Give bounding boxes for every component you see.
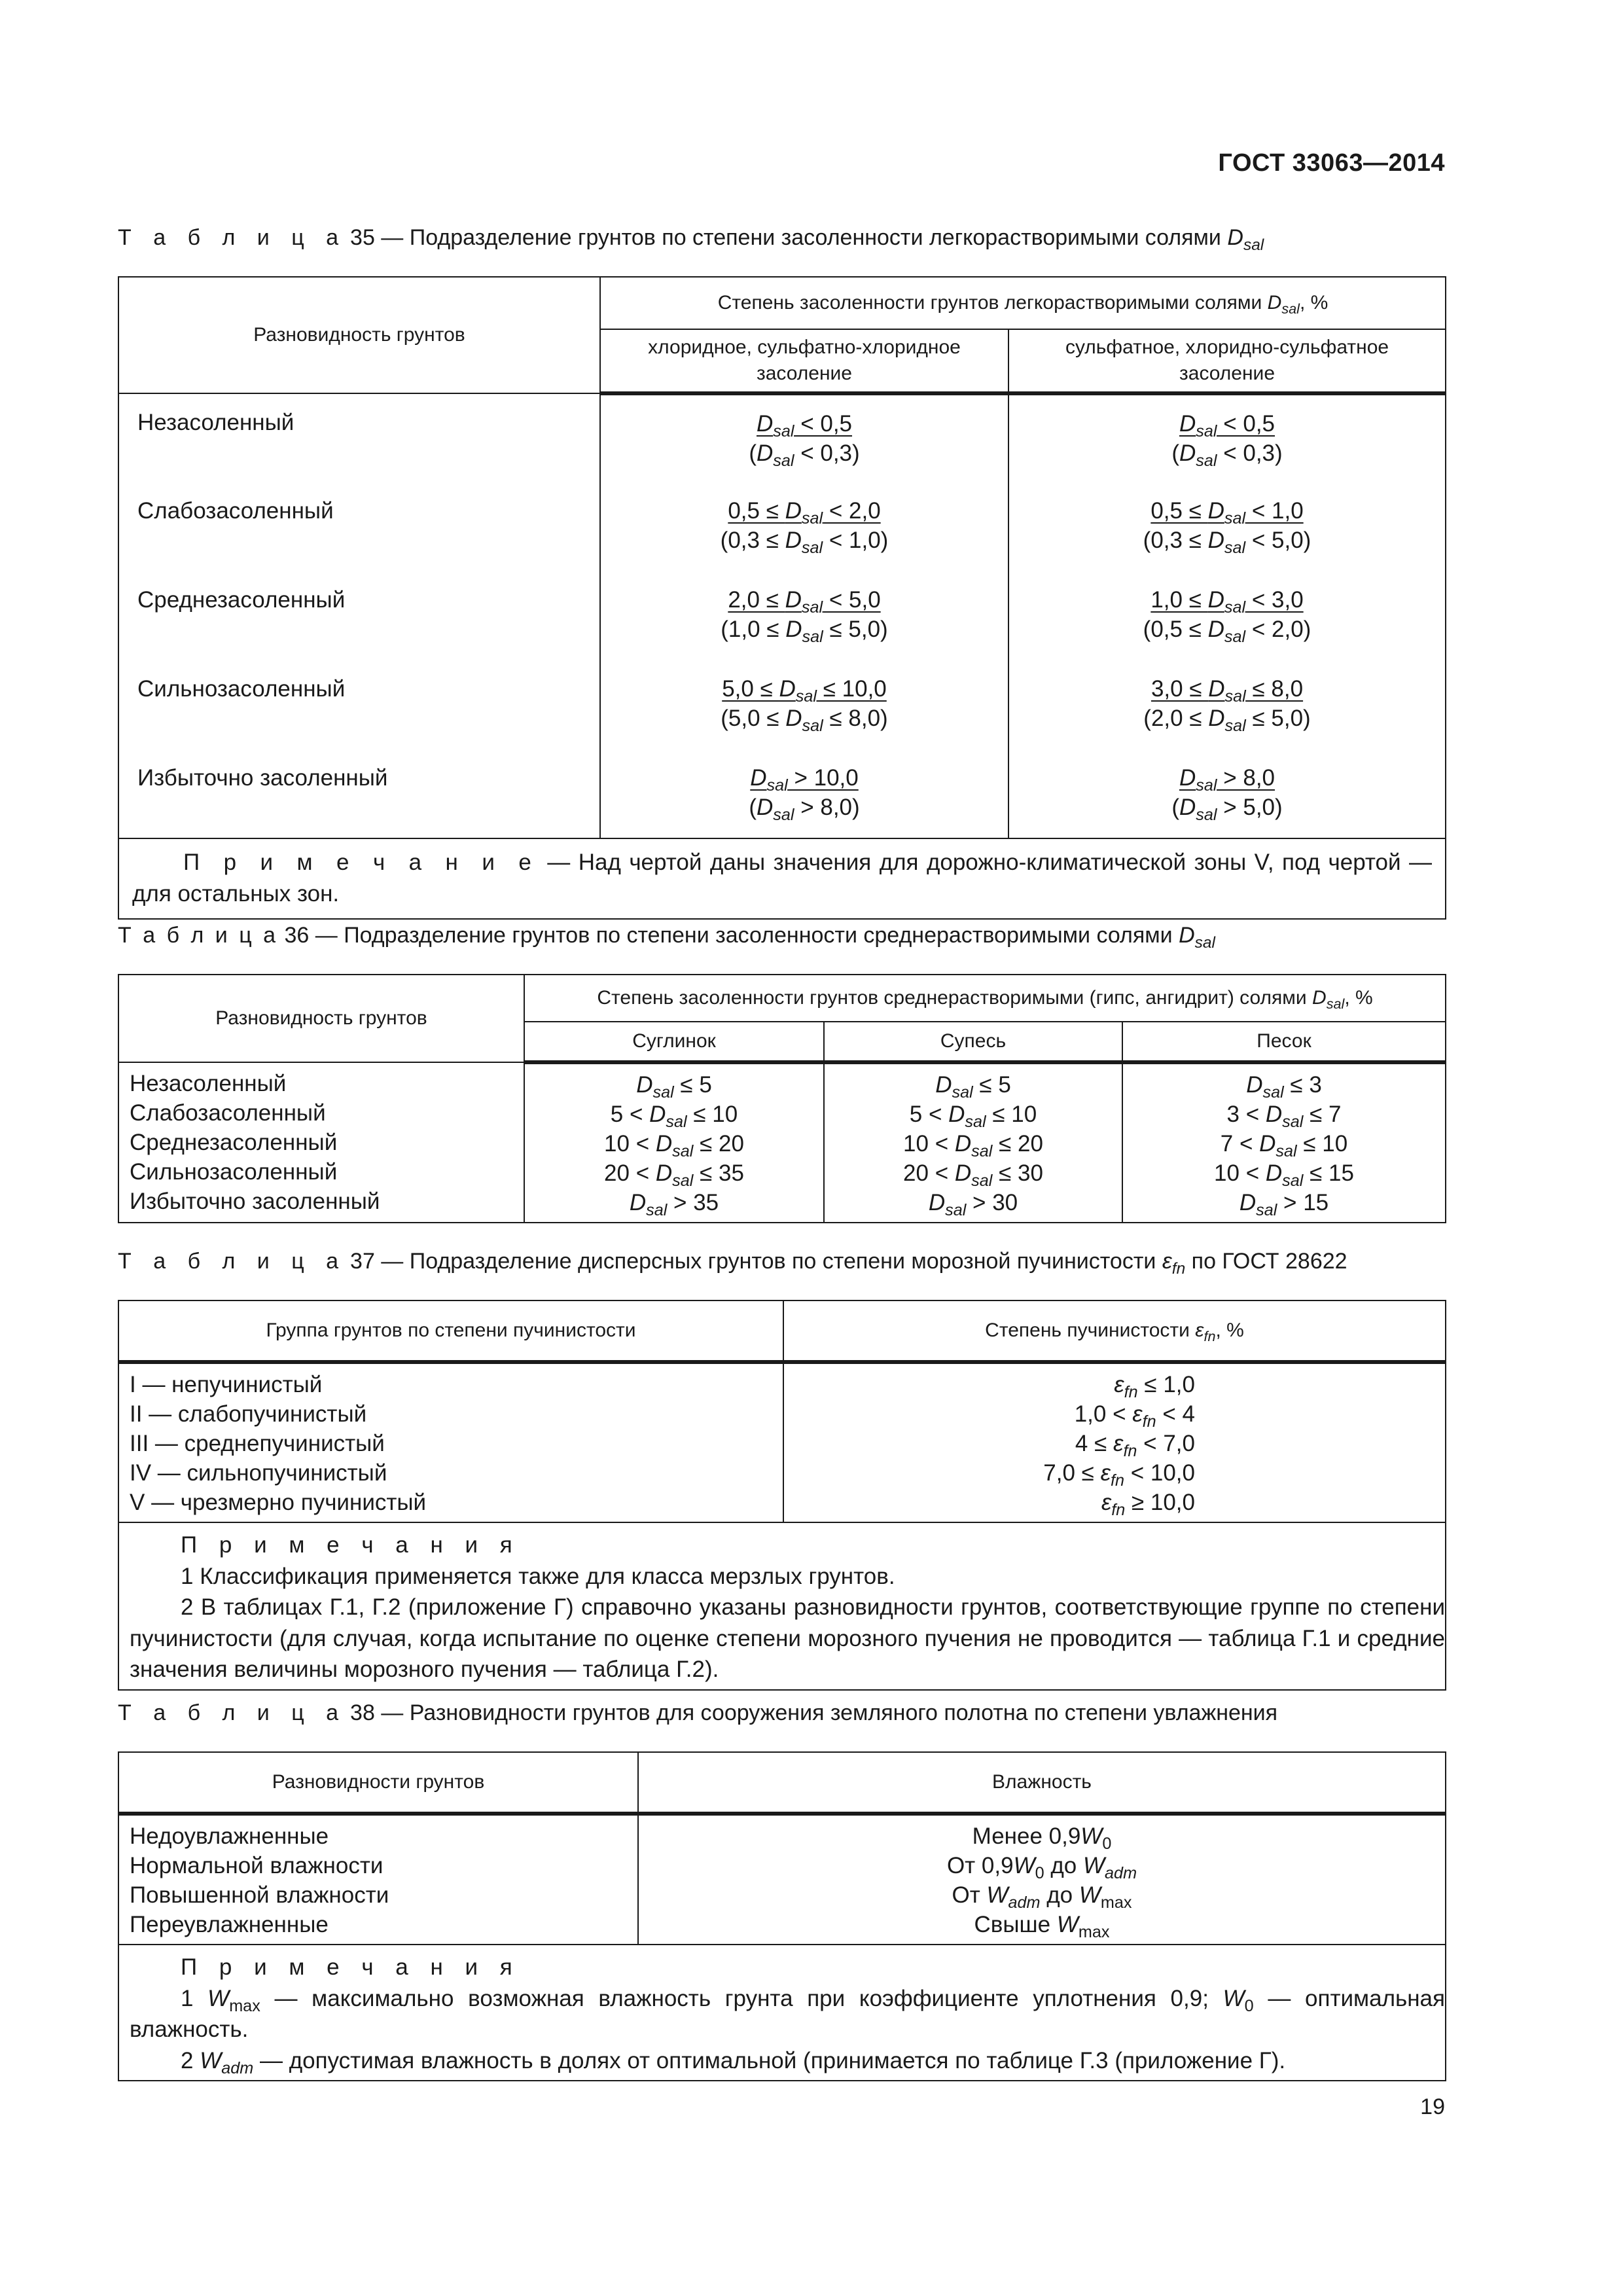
- t35-fraction: $2,0 \le D_{sal} < 5,0$ $(1,0 \le D_{sal} \le 5,0)$: [721, 587, 888, 646]
- t35-chloride-value: [600, 571, 1008, 660]
- t38-values: [638, 1814, 1446, 1945]
- t35-soil-name: Незасоленный: [118, 393, 600, 482]
- document-code: ГОСТ 33063—2014: [1218, 149, 1445, 177]
- t35-row: [118, 749, 1446, 838]
- table-35-caption: Т а б л и ц а 35 — Подразделение грунтов по степени засоленности легкорастворимыми солями $D_{sal}$: [118, 225, 1264, 254]
- t35-fraction: $D_{sal} > 8,0$ $(D_{sal} > 5,0)$: [1171, 765, 1283, 824]
- t36-header-group: Степень засоленности грунтов среднерастворимыми (гипс, ангидрит) солями $D_{sal}$, %: [524, 975, 1446, 1022]
- t37-group: I — непучинистый: [130, 1372, 323, 1397]
- t36-value: $D_{sal} \le 5$: [935, 1072, 1011, 1102]
- t35-fraction: $D_{sal} < 0,5$ $(D_{sal} < 0,3)$: [749, 411, 860, 470]
- t37-value: $7,0 \le \varepsilon_{fn} < 10,0$: [1043, 1460, 1195, 1490]
- table-37-caption: Т а б л и ц а 37 — Подразделение дисперсных грунтов по степени морозной пучинистости $\varepsilon_{fn}$ по ГОСТ 28622: [118, 1249, 1347, 1278]
- t36-value: $5 < D_{sal} \le 10$: [909, 1102, 1037, 1132]
- t35-soil-name: Избыточно засоленный: [118, 749, 600, 838]
- t35-header-chloride: хлоридное, сульфатно-хлоридное засоление: [600, 329, 1008, 393]
- t36-value: $10 < D_{sal} \le 20$: [903, 1131, 1043, 1161]
- t38-value-4: Свыше $W_{max}$: [974, 1912, 1110, 1942]
- t35-header-salinity-group: Степень засоленности грунтов легкорастворимыми солями $D_{sal}$, %: [600, 277, 1446, 329]
- t35-chloride-value: [600, 393, 1008, 482]
- t38-value-2: От $0,9W_0$ до $W_{adm}$: [946, 1853, 1137, 1883]
- table-37: [118, 1300, 1446, 1691]
- t38-soil-name: Нормальной влажности: [130, 1853, 383, 1878]
- t37-values: [783, 1362, 1446, 1522]
- t37-value: $\varepsilon_{fn} \le 1,0$: [1114, 1372, 1195, 1402]
- t37-header-group: Группа грунтов по степени пучинистости: [118, 1300, 783, 1362]
- t35-chloride-value: [600, 749, 1008, 838]
- t37-value: $1,0 < \varepsilon_{fn} < 4$: [1074, 1401, 1195, 1431]
- t38-soil-name: Переувлажненные: [130, 1912, 329, 1937]
- t36-soil-name: Слабозасоленный: [130, 1100, 326, 1126]
- t36-value: $20 < D_{sal} \le 35$: [604, 1160, 744, 1191]
- t38-value-3: От $W_{adm}$ до $W_{max}$: [952, 1882, 1132, 1912]
- t36-value: $10 < D_{sal} \le 20$: [604, 1131, 744, 1161]
- t35-soil-name: Среднезасоленный: [118, 571, 600, 660]
- t35-soil-name: Сильнозасоленный: [118, 660, 600, 749]
- t35-soil-name: Слабозасоленный: [118, 482, 600, 571]
- t35-chloride-value: [600, 660, 1008, 749]
- t36-value: $D_{sal} > 30$: [928, 1190, 1018, 1220]
- t35-row: [118, 571, 1446, 660]
- t35-fraction: $D_{sal} < 0,5$ $(D_{sal} < 0,3)$: [1171, 411, 1283, 470]
- t38-names: [118, 1814, 638, 1945]
- t35-header-soil-type: Разновидность грунтов: [118, 277, 600, 393]
- t35-sulfate-value: [1008, 571, 1446, 660]
- t36-value: $20 < D_{sal} \le 30$: [903, 1160, 1043, 1191]
- t36-header-sand: Песок: [1122, 1022, 1446, 1062]
- t36-soil-name: Незасоленный: [130, 1071, 287, 1096]
- table-36: [118, 974, 1446, 1223]
- t35-sulfate-value: [1008, 393, 1446, 482]
- t35-row: [118, 660, 1446, 749]
- t36-header-loam: Суглинок: [524, 1022, 824, 1062]
- page-number: 19: [1420, 2094, 1445, 2119]
- t36-value: $D_{sal} \le 3$: [1246, 1072, 1322, 1102]
- t37-notes: П р и м е ч а н и я 1 Классификация применяется также для класса мерзлых грунтов. 2 В таблицах Г.1, Г.2 (приложение Г) справочно указаны разновидности грунтов, соответствующие группе по степени пучинистости (для случая, когда испытание по оценке степени морозного пучения не проводится — таблица Г.1 и средние значения величины морозного пучения — таблица Г.2).: [118, 1522, 1446, 1690]
- t37-header-degree: Степень пучинистости $\varepsilon_{fn}$, %: [783, 1300, 1446, 1362]
- t35-header-sulfate: сульфатное, хлоридно-сульфатное засоление: [1008, 329, 1446, 393]
- t35-fraction: $3,0 \le D_{sal} \le 8,0$ $(2,0 \le D_{sal} \le 5,0)$: [1143, 676, 1311, 735]
- table-36-caption: Т а б л и ц а 36 — Подразделение грунтов по степени засоленности среднерастворимыми солями $D_{sal}$: [118, 923, 1215, 952]
- t36-soil-name: Сильнозасоленный: [130, 1159, 338, 1185]
- t37-group: V — чрезмерно пучинистый: [130, 1490, 427, 1515]
- t35-fraction: $0,5 \le D_{sal} < 1,0$ $(0,3 \le D_{sal} < 5,0)$: [1143, 498, 1311, 557]
- t37-value: $\varepsilon_{fn} \ge 10,0$: [1101, 1490, 1195, 1520]
- t36-header-soil-type: Разновидность грунтов: [118, 975, 524, 1062]
- t36-value: $D_{sal} \le 5$: [636, 1072, 712, 1102]
- t36-value: $5 < D_{sal} \le 10$: [610, 1102, 738, 1132]
- t36-value: $D_{sal} > 15$: [1239, 1190, 1329, 1220]
- t36-sandy-loam-values: [824, 1062, 1122, 1223]
- table-38: [118, 1751, 1446, 2081]
- t36-soil-name: Избыточно засоленный: [130, 1189, 380, 1214]
- t38-header-moisture: Влажность: [638, 1752, 1446, 1814]
- t37-value: $4 \le \varepsilon_{fn} < 7,0$: [1075, 1431, 1195, 1461]
- t36-names: [118, 1062, 524, 1223]
- t36-sand-values: [1122, 1062, 1446, 1223]
- t37-group: III — среднепучинистый: [130, 1431, 385, 1456]
- t37-group: II — слабопучинистый: [130, 1401, 367, 1427]
- t36-header-sandy-loam: Супесь: [824, 1022, 1122, 1062]
- t36-value: $10 < D_{sal} \le 15$: [1214, 1160, 1354, 1191]
- t35-fraction: $D_{sal} > 10,0$ $(D_{sal} > 8,0)$: [749, 765, 860, 824]
- t36-value: $7 < D_{sal} \le 10$: [1220, 1131, 1348, 1161]
- t35-sulfate-value: [1008, 660, 1446, 749]
- t38-soil-name: Повышенной влажности: [130, 1882, 389, 1908]
- t35-row: [118, 393, 1446, 482]
- t38-soil-name: Недоувлажненные: [130, 1823, 329, 1849]
- t37-group: IV — сильнопучинистый: [130, 1460, 387, 1486]
- t35-row: [118, 482, 1446, 571]
- t35-fraction: $0,5 \le D_{sal} < 2,0$ $(0,3 \le D_{sal} < 1,0)$: [720, 498, 889, 557]
- t35-note: П р и м е ч а н и е — Над чертой даны значения для дорожно-климатической зоны V, под чертой — для остальных зон.: [118, 838, 1446, 919]
- t36-value: $3 < D_{sal} \le 7$: [1226, 1102, 1342, 1132]
- t38-notes: П р и м е ч а н и я 1 $W_{max}$ — максимально возможная влажность грунта при коэффициенте уплотнения 0,9; $W_0$ — оптимальная влажность. 2 $W_{adm}$ — допустимая влажность в долях от оптимальной (принимается по таблице Г.3 (приложение Г).: [118, 1945, 1446, 2081]
- table-38-caption: Т а б л и ц а 38 — Разновидности грунтов для сооружения земляного полотна по степени увлажнения: [118, 1700, 1278, 1725]
- t38-value-1: Менее $0,9W_0$: [972, 1823, 1112, 1854]
- t35-sulfate-value: [1008, 482, 1446, 571]
- t36-soil-name: Среднезасоленный: [130, 1130, 338, 1155]
- t35-fraction: $5,0 \le D_{sal} \le 10,0$ $(5,0 \le D_{sal} \le 8,0)$: [721, 676, 888, 735]
- t38-header-soil-types: Разновидности грунтов: [118, 1752, 638, 1814]
- t36-loam-values: [524, 1062, 824, 1223]
- t36-value: $D_{sal} > 35$: [629, 1190, 719, 1220]
- table-35: [118, 276, 1446, 920]
- t37-groups: [118, 1362, 783, 1522]
- t35-sulfate-value: [1008, 749, 1446, 838]
- t35-chloride-value: [600, 482, 1008, 571]
- t35-fraction: $1,0 \le D_{sal} < 3,0$ $(0,5 \le D_{sal} < 2,0)$: [1143, 587, 1311, 646]
